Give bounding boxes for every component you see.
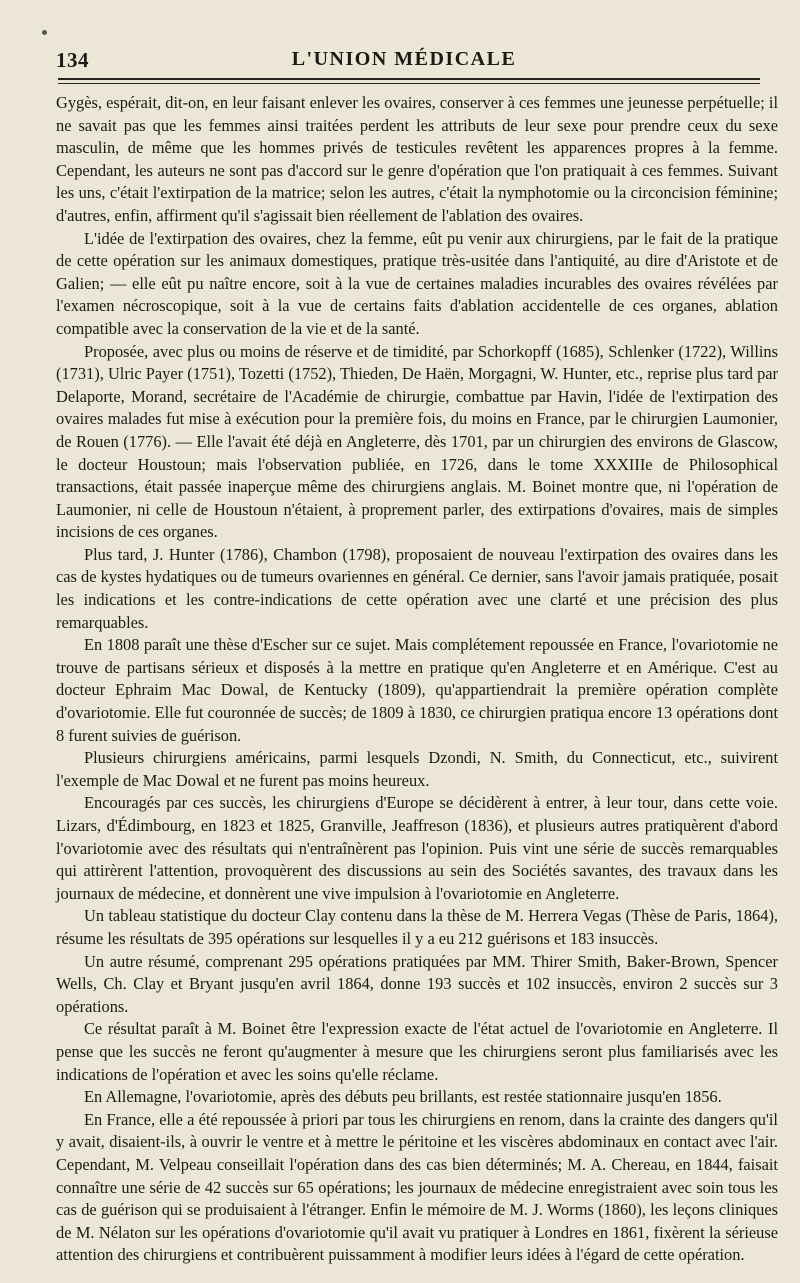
running-title: L'UNION MÉDICALE xyxy=(291,48,517,70)
header-rule xyxy=(58,78,760,80)
paragraph: Plus tard, J. Hunter (1786), Chambon (1798), proposaient de nouveau l'extirpation des ovaires dans les cas de kystes hydatiques ou de tumeurs ovariennes en général. Ce dernier, sans l'avoir jamais pratiquée, posait les indications et les contre-indications de cette opération avec une clarté et une précision des plus remarquables. xyxy=(56,544,778,632)
paragraph: En 1808 paraît une thèse d'Escher sur ce sujet. Mais complétement repoussée en France, l'ovariotomie ne trouve de partisans sérieux et disposés à la mettre en pratique qu'en Angleterre et en Amérique. C'est au docteur Ephraim Mac Dowal, de Kentucky (1809), qu'appartiendrait la première opération complète d'ovariotomie. Elle fut couronnée de succès; de 1809 à 1830, ce chirurgien pratiqua encore 13 opérations dont 8 furent suivies de guérison. xyxy=(56,635,778,745)
paragraph: Ce résultat paraît à M. Boinet être l'expression exacte de l'état actuel de l'ovariotomie en Angleterre. Il pense que les succès ne feront qu'augmenter à mesure que les chirurgiens seront plus familiarisés avec les indications de l'opération et avec les soins qu'elle réclame. xyxy=(56,1019,778,1084)
body-text xyxy=(56,92,778,1267)
paragraph: Un autre résumé, comprenant 295 opérations pratiquées par MM. Thirer Smith, Baker-Brown, Spencer Wells, Ch. Clay et Bryant jusqu'en avril 1864, donne 193 succès et 102 insuccès, environ 2 succès sur 3 opérations. xyxy=(56,951,778,1016)
paragraph: Proposée, avec plus ou moins de réserve et de timidité, par Schorkopff (1685), Schlenker (1722), Willins (1731), Ulric Payer (1751), Tozetti (1752), Thieden, De Haën, Morgagni, W. Hunter, etc., reprise plus tard par Delaporte, Morand, secrétaire de l'Académie de chirurgie, combattue par Havin, l'idée de l'extirpation des ovaires malades fut mise à exécution pour la première fois, du moins en France, par le chirurgien Laumonier, de Rouen (1776). — Elle l'avait été déjà en Angleterre, dès 1701, par un chirurgien des environs de Glascow, le docteur Houstoun; mais l'observation publiée, en 1726, dans le tome XXXIIIe de Philosophical transactions, était passée inaperçue même des chirurgiens anglais. M. Boinet montre que, ni l'opération de Laumonier, ni celle de Houstoun n'étaient, à proprement parler, des extirpations d'ovaires, mais de simples incisions de ces organes. xyxy=(56,341,778,542)
ink-speck xyxy=(42,30,47,35)
paragraph: Un tableau statistique du docteur Clay contenu dans la thèse de M. Herrera Vegas (Thèse de Paris, 1864), résume les résultats de 395 opérations sur lesquelles il y a eu 212 guérisons et 183 insuccès. xyxy=(56,906,778,948)
header-rule-thin xyxy=(58,83,760,84)
paragraph: Plusieurs chirurgiens américains, parmi lesquels Dzondi, N. Smith, du Connecticut, etc., suivirent l'exemple de Mac Dowal et ne furent pas moins heureux. xyxy=(56,748,778,790)
paragraph: Gygès, espérait, dit-on, en leur faisant enlever les ovaires, conserver à ces femmes une jeunesse perpétuelle; il ne savait pas que les femmes ainsi traitées perdent les attributs de leur sexe pour prendre ceux du sexe masculin, de même que les hommes privés de testicules revêtent les apparences propres à la femme. Cependant, les auteurs ne sont pas d'accord sur le genre d'opération que l'on pratiquait à ces femmes. Suivant les uns, c'était l'extirpation de la matrice; selon les autres, c'était la nymphotomie ou la circoncision féminine; d'autres, enfin, affirment qu'il s'agissait bien réellement de l'ablation des ovaires. xyxy=(56,93,778,225)
paragraph: En France, elle a été repoussée à priori par tous les chirurgiens en renom, dans la crainte des dangers qu'il y avait, disaient-ils, à ouvrir le ventre et à mettre le péritoine et les viscères abdominaux en contact avec l'air. Cependant, M. Velpeau conseillait l'opération dans des cas bien déterminés; M. A. Chereau, en 1844, faisait connaître une série de 42 succès sur 65 opérations; les journaux de médecine enregistraient avec soin tous les cas de guérison qui se produisaient à l'étranger. Enfin le mémoire de M. J. Worms (1860), les leçons cliniques de M. Nélaton sur les opérations d'ovariotomie qu'il avait vu pratiquer à Londres en 1861, fixèrent la sérieuse attention des chirurgiens et contribuèrent puissamment à modifier leurs idées à l'égard de cette opération. xyxy=(56,1109,778,1265)
page-header xyxy=(56,44,752,76)
paragraph: L'idée de l'extirpation des ovaires, chez la femme, eût pu venir aux chirurgiens, par le fait de la pratique de cette opération sur les animaux domestiques, pratique très-usitée dans l'antiquité, au dire d'Aristote et de Galien; — elle eût pu naître encore, soit à la vue de certaines maladies incurables des ovaires révélées par l'examen nécroscopique, soit à la vue de certains faits d'ablation accidentelle de ces organes, ablation compatible avec la conservation de la vie et de la santé. xyxy=(56,228,778,338)
paragraph: En Allemagne, l'ovariotomie, après des débuts peu brillants, est restée stationnaire jusqu'en 1856. xyxy=(84,1087,722,1107)
paragraph: Encouragés par ces succès, les chirurgiens d'Europe se décidèrent à entrer, à leur tour, dans cette voie. Lizars, d'Édimbourg, en 1823 et 1825, Granville, Jeaffreson (1836), et plusieurs autres pratiquèrent d'abord l'ovariotomie avec des résultats qui n'entraînèrent pas l'opinion. Puis vint une série de succès remarquables qui attirèrent l'attention, provoquèrent des discussions au sein des Sociétés savantes, des travaux dans les journaux de médecine, et donnèrent une vive impulsion à l'ovariotomie en Angleterre. xyxy=(56,793,778,903)
page-number: 134 xyxy=(56,48,89,72)
